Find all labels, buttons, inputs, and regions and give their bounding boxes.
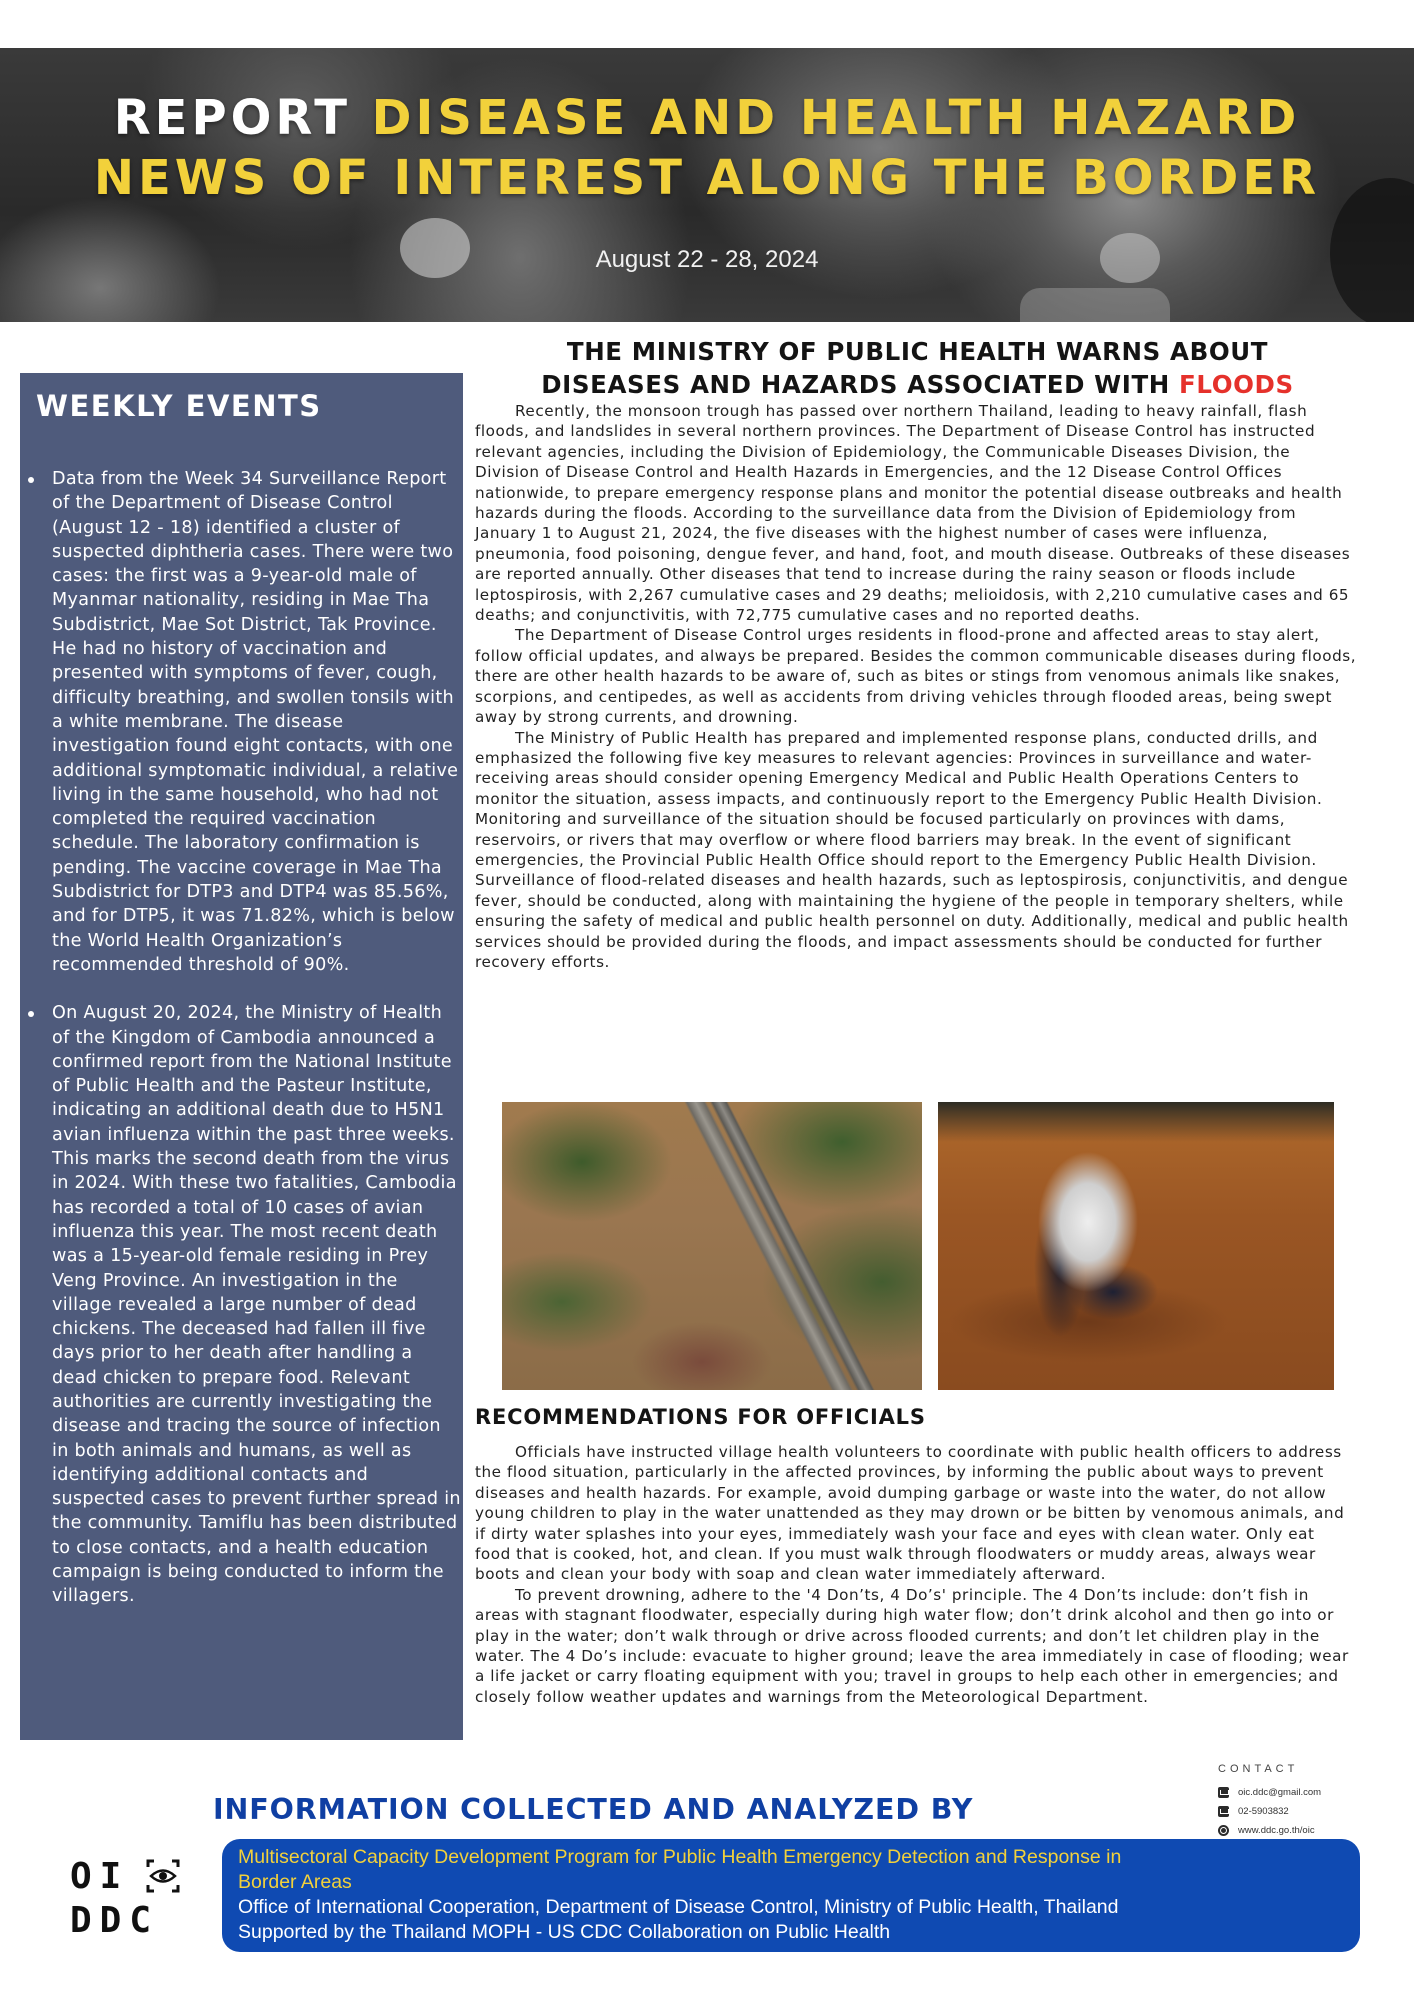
eye-icon [146,1859,180,1893]
event-item: Data from the Week 34 Surveillance Report of the Department of Disease Control (August 12 - 18) identified a cluster of suspected diphtheria cases. There were two cases: the first was a 9-year-old male of Myanmar nationality, residing in Mae Tha Subdistrict, Mae Sot District, Tak Province. He had no history of vaccination and presented with symptoms of fever, cough, difficulty breathing, and swollen tonsils with a white membrane. The disease investigation found eight contacts, with one additional symptomatic individual, a relative living in the same household, who had not completed the required vaccination schedule. The laboratory confirmation is pending. The vaccine coverage in Mae Tha Subdistrict for DTP3 and DTP4 was 85.56%, and for DTP5, it was 71.82%, which is below the World Health Organization’s recommended threshold of 90%. [20,467,463,977]
oic-ddc-logo [70,1855,190,1947]
person-wading-photo [938,1102,1334,1390]
contact-phone[interactable] [1218,1802,1408,1820]
program-name-line2: Border Areas [238,1871,352,1893]
report-title-line1 [0,90,1414,146]
floods-highlight: FLOODS [1179,370,1294,399]
flood-photos [502,1102,1334,1390]
phone-text: 02-5903832 [1238,1805,1289,1817]
contact-email[interactable] [1218,1783,1408,1801]
article-body [475,401,1360,972]
recommendations-body [475,1442,1355,1707]
program-name-line1: Multisectoral Capacity Development Program for Public Health Emergency Detection and Response in [238,1846,1122,1868]
email-text: oic.ddc@gmail.com [1238,1786,1322,1798]
recommendations-heading: RECOMMENDATIONS FOR OFFICIALS [475,1405,926,1429]
report-date: August 22 - 28, 2024 [595,246,819,273]
header-banner [0,48,1414,322]
banner-photo-shirt [1020,288,1170,322]
logo-line1: OI [70,1856,130,1897]
article-title-line2 [475,368,1360,401]
article-title-text: DISEASES AND HAZARDS ASSOCIATED WITH [541,370,1180,399]
article-paragraph: The Ministry of Public Health has prepared and implemented response plans, conducted drills, and emphasized the following five key measures to relevant agencies: Provinces in surveillance and water-receiving areas should consider opening Emergency Medical and Public Health Operations Centers to monitor the situation, assess impacts, and continuously report to the Emergency Public Health Division. Monitoring and surveillance of the situation should be focused particularly on provinces with dams, reservoirs, or rivers that may overflow or where flood barriers may break. In the event of significant emergencies, the Provincial Public Health Office should report to the Emergency Public Health Division. Surveillance of flood-related diseases and health hazards, such as leptospirosis, conjunctivitis, and dengue fever, should be conducted, along with maintaining the hygiene of the people in temporary shelters, while ensuring the safety of medical and public health personnel on duty. Additionally, medical and public health services should be provided during the floods, and impact assessments should be conducted for further recovery efforts. [475,728,1349,971]
office-name: Office of International Cooperation, Department of Disease Control, Ministry of Public Health, Thailand [238,1896,1119,1918]
article-title [475,335,1360,401]
weekly-events-panel [20,373,463,1740]
phone-icon [1218,1806,1229,1817]
recommendation-paragraph: To prevent drowning, adhere to the '4 Don’ts, 4 Do’s' principle. The 4 Don’ts include: don’t fish in areas with stagnant floodwater, especially during high water flow; don’t drink alcohol and then go into or play in the water; don’t walk through or drive across flooded currents; and don’t let children play in the water. The 4 Do’s include: evacuate to higher ground; leave the area immediately in case of flooding; wear a life jacket or carry floating equipment with you; travel in groups to help each other in emergencies; and closely follow weather updates and warnings from the Meteorological Department. [475,1585,1349,1706]
event-item: On August 20, 2024, the Ministry of Health of the Kingdom of Cambodia announced a confirmed report from the National Institute of Public Health and the Pasteur Institute, indicating an additional death due to H5N1 avian influenza within the past three weeks. This marks the second death from the virus in 2024. With these two fatalities, Cambodia has recorded a total of 10 cases of avian influenza this year. The most recent death was a 15-year-old female residing in Prey Veng Province. An investigation in the village revealed a large number of dead chickens. The deceased had fallen ill five days prior to her death after handling a dead chicken to prepare food. Relevant authorities are currently investigating the disease and tracing the source of infection in both animals and humans, as well as identifying additional contacts and suspected cases to prevent further spread in the community. Tamiflu has been distributed to close contacts, and a health education campaign is being conducted to inform the villagers. [20,1001,463,1608]
globe-icon [1218,1825,1229,1836]
main-article [475,335,1360,972]
article-paragraph: The Department of Disease Control urges residents in flood-prone and affected areas to stay alert, follow official updates, and always be prepared. Besides the common communicable diseases during floods, there are other health hazards to be aware of, such as bites or stings from venomous animals like snakes, scorpions, and centipedes, as well as accidents from driving vehicles through flooded areas, being swept away by strong currents, and drowning. [475,626,1357,727]
title-text: DISEASE AND HEALTH HAZARD [350,90,1301,146]
report-label: REPORT [113,90,351,146]
weekly-events-list [20,467,463,1609]
info-collected-heading: INFORMATION COLLECTED AND ANALYZED BY [213,1793,974,1826]
article-title-line1: THE MINISTRY OF PUBLIC HEALTH WARNS ABOUT [566,337,1269,366]
report-title-line2: NEWS OF INTEREST ALONG THE BORDER [93,150,1321,206]
logo-line2: DDC [70,1900,160,1941]
mail-icon [1218,1787,1229,1798]
contact-heading: CONTACT [1218,1763,1299,1775]
weekly-events-heading: WEEKLY EVENTS [36,389,322,423]
website-text: www.ddc.go.th/oic [1238,1824,1315,1836]
aerial-flood-photo [502,1102,922,1390]
support-line: Supported by the Thailand MOPH - US CDC Collaboration on Public Health [238,1921,891,1943]
article-paragraph: Recently, the monsoon trough has passed over northern Thailand, leading to heavy rainfall, flash floods, and landslides in several northern provinces. The Department of Disease Control has instructed relevant agencies, including the Division of Epidemiology, the Communicable Diseases Division, the Division of Disease Control and Health Hazards in Emergencies, and the 12 Disease Control Offices nationwide, to prepare emergency response plans and monitor the potential disease outbreaks and health hazards during the floods. According to the surveillance data from the Division of Epidemiology from January 1 to August 21, 2024, the five diseases with the highest number of cases were influenza, pneumonia, food poisoning, dengue fever, and hand, foot, and mouth disease. Outbreaks of these diseases are reported annually. Other diseases that tend to increase during the rainy season or floods include leptospirosis, with 2,267 cumulative cases and 29 deaths; melioidosis, with 2,210 cumulative cases and 65 deaths; and conjunctivitis, with 72,775 cumulative cases and no reported deaths. [475,402,1351,625]
contact-block [1218,1763,1408,1840]
contact-website[interactable] [1218,1821,1408,1839]
footer-info-box [222,1839,1360,1952]
recommendation-paragraph: Officials have instructed village health volunteers to coordinate with public health officers to address the flood situation, particularly in the affected provinces, by informing the public about ways to prevent diseases and health hazards. For example, avoid dumping garbage or waste into the water, do not allow young children to play in the water unattended as they may drown or be bitten by venomous animals, and if dirty water splashes into your eyes, immediately wash your face and eyes with clean water. Only eat food that is cooked, hot, and clean. If you must walk through floodwaters or muddy areas, always wear boots and clean your body with soap and clean water immediately afterward. [475,1443,1345,1584]
